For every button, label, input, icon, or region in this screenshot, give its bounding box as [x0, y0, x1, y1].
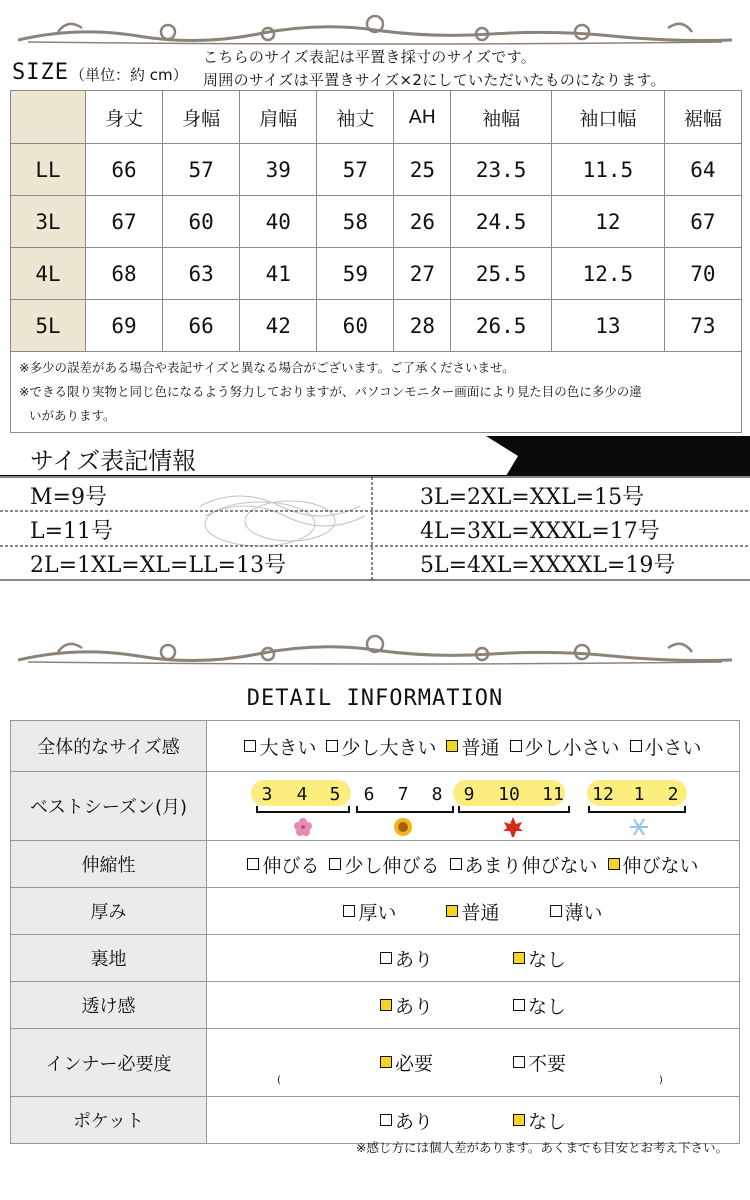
size-table-row [11, 300, 742, 352]
checkbox-icon [513, 999, 525, 1011]
month-label: 2 [667, 784, 679, 805]
size-value-cell: 73 [664, 300, 741, 352]
month-label: 8 [431, 784, 443, 805]
season-bracket-spring [257, 806, 349, 812]
option-item [326, 733, 436, 760]
option-text: 少し伸びる [344, 854, 440, 877]
size-value-cell: 40 [240, 196, 317, 248]
size-row-label: 4L [11, 248, 86, 300]
size-equiv-left: L=11号 [30, 519, 114, 544]
option-text: なし [528, 948, 567, 971]
option-text: 小さい [644, 736, 702, 759]
size-value-cell: 60 [163, 196, 240, 248]
size-note-2: ※できる限り実物と同じ色になるよう努力しておりますが、パソコンモニター画面により見た目の色に多少の違 [19, 384, 642, 399]
size-equiv-left: M=9号 [30, 485, 107, 510]
option-text: なし [528, 995, 567, 1018]
size-value-cell: 58 [317, 196, 394, 248]
size-value-cell: 12 [552, 196, 665, 248]
detail-row-sheerness [11, 982, 740, 1029]
sunflower-icon [394, 818, 412, 836]
size-value-cell: 23.5 [451, 144, 552, 196]
detail-label: ポケット [11, 1097, 207, 1144]
size-value-cell: 57 [317, 144, 394, 196]
size-note-line-2: 周囲のサイズは平置きサイズ×2にしていただいたものになります。 [203, 71, 666, 89]
month-label: 10 [498, 784, 520, 805]
detail-row-best-season [11, 772, 740, 841]
option-item [446, 733, 499, 760]
size-equiv-right: 4L=3XL=XXXL=17号 [420, 519, 660, 544]
checkbox-checked-icon [513, 952, 525, 964]
size-table-corner [11, 91, 86, 144]
size-value-cell: 26.5 [451, 300, 552, 352]
option-text: あまり伸びない [464, 854, 598, 877]
option-text: あり [394, 948, 433, 971]
size-notes [11, 352, 742, 433]
size-table-header-row [11, 91, 742, 144]
size-notes-row [11, 352, 742, 433]
option-item [510, 733, 620, 760]
month-label: 12 [592, 784, 614, 805]
size-value-cell: 60 [317, 300, 394, 352]
checkbox-icon [380, 952, 392, 964]
month-label: 4 [296, 784, 308, 805]
size-value-cell: 66 [86, 144, 163, 196]
size-header-cell: 袖口幅 [552, 91, 665, 144]
size-value-cell: 68 [86, 248, 163, 300]
option-text: あり [394, 995, 433, 1018]
checkbox-icon [513, 1056, 525, 1068]
option-text: 薄い [564, 901, 603, 924]
size-value-cell: 13 [552, 300, 665, 352]
size-value-cell: 26 [394, 196, 451, 248]
checkbox-icon [329, 858, 341, 870]
checkbox-icon [247, 858, 259, 870]
checkbox-checked-icon [446, 905, 458, 917]
option-item [630, 733, 702, 760]
detail-label: 厚み [11, 888, 207, 935]
option-item [446, 898, 499, 925]
size-header-cell: 身丈 [86, 91, 163, 144]
detail-row-lining [11, 935, 740, 982]
detail-options [207, 841, 740, 888]
bracket-left: ( [277, 1075, 281, 1086]
option-text: あり [394, 1110, 433, 1133]
option-text: 必要 [394, 1052, 433, 1075]
size-equiv-right: 5L=4XL=XXXXL=19号 [420, 553, 676, 578]
month-label: 9 [463, 784, 475, 805]
size-value-cell: 24.5 [451, 196, 552, 248]
size-note-1: ※多少の誤差がある場合や表記サイズと異なる場合がございます。ご了承くださいませ。 [19, 360, 515, 375]
detail-label: 伸縮性 [11, 841, 207, 888]
option-item [244, 733, 316, 760]
detail-label: 透け感 [11, 982, 207, 1029]
size-header-cell: 袖幅 [451, 91, 552, 144]
size-value-cell: 11.5 [552, 144, 665, 196]
option-item [513, 992, 566, 1019]
season-chart [207, 772, 740, 841]
season-bracket-autumn [459, 806, 569, 812]
ornament-divider-top [18, 10, 732, 50]
detail-label: インナー必要度 [11, 1029, 207, 1097]
option-text: 厚い [358, 901, 397, 924]
size-row-label: LL [11, 144, 86, 196]
detail-options [207, 721, 740, 772]
checkbox-icon [244, 740, 256, 752]
option-text: 普通 [461, 736, 500, 759]
bracket-right: ) [659, 1075, 663, 1086]
size-value-cell: 25 [394, 144, 451, 196]
size-unit-label: （単位：約 cm） [70, 66, 188, 84]
size-note-line-1: こちらのサイズ表記は平置き採寸のサイズです。 [203, 48, 537, 66]
checkbox-checked-icon [608, 858, 620, 870]
detail-row-thickness [11, 888, 740, 935]
option-text: 大きい [259, 736, 317, 759]
detail-label: 裏地 [11, 935, 207, 982]
season-bracket-summer [357, 806, 453, 812]
detail-options [207, 1097, 740, 1144]
detail-label: ベストシーズン(月) [11, 772, 207, 841]
size-header-cell: AH [394, 91, 451, 144]
size-value-cell: 67 [86, 196, 163, 248]
size-row-label: 3L [11, 196, 86, 248]
size-value-cell: 67 [664, 196, 741, 248]
month-label: 7 [397, 784, 409, 805]
size-equiv-right: 3L=2XL=XXL=15号 [420, 485, 645, 510]
checkbox-checked-icon [380, 1056, 392, 1068]
option-text: 伸びる [262, 854, 320, 877]
option-item [329, 851, 439, 878]
option-item [450, 851, 598, 878]
option-text: 伸びない [622, 854, 699, 877]
size-header-cell: 肩幅 [240, 91, 317, 144]
size-value-cell: 28 [394, 300, 451, 352]
option-item [343, 898, 396, 925]
size-value-cell: 12.5 [552, 248, 665, 300]
option-item [380, 945, 433, 972]
option-text: なし [528, 1110, 567, 1133]
detail-row-size-feel [11, 721, 740, 772]
checkbox-icon [450, 858, 462, 870]
checkbox-icon [343, 905, 355, 917]
checkbox-checked-icon [446, 740, 458, 752]
checkbox-icon [510, 740, 522, 752]
size-row-label: 5L [11, 300, 86, 352]
month-label: 5 [329, 784, 341, 805]
size-value-cell: 66 [163, 300, 240, 352]
size-header-cell: 袖丈 [317, 91, 394, 144]
size-value-cell: 42 [240, 300, 317, 352]
checkbox-checked-icon [513, 1114, 525, 1126]
size-table [10, 90, 742, 433]
ornament-divider-middle [18, 630, 732, 670]
size-table-row [11, 248, 742, 300]
checkbox-icon [550, 905, 562, 917]
month-label: 1 [633, 784, 645, 805]
size-value-cell: 69 [86, 300, 163, 352]
option-text: 少し大きい [341, 736, 437, 759]
option-item [380, 1049, 433, 1076]
size-header-cell: 裾幅 [664, 91, 741, 144]
size-value-cell: 25.5 [451, 248, 552, 300]
month-label: 11 [542, 784, 564, 805]
detail-row-pocket [11, 1097, 740, 1144]
option-text: 不要 [528, 1052, 567, 1075]
option-item [513, 1049, 566, 1076]
size-value-cell: 57 [163, 144, 240, 196]
detail-footnote: ※感じ方には個人差があります。あくまでも目安とお考え下さい。 [356, 1140, 728, 1155]
option-text: 少し小さい [524, 736, 620, 759]
size-value-cell: 41 [240, 248, 317, 300]
size-value-cell: 64 [664, 144, 741, 196]
maple-leaf-icon [503, 817, 523, 837]
detail-row-stretch [11, 841, 740, 888]
size-value-cell: 59 [317, 248, 394, 300]
size-value-cell: 63 [163, 248, 240, 300]
size-table-row [11, 144, 742, 196]
size-value-cell: 39 [240, 144, 317, 196]
size-value-cell: 27 [394, 248, 451, 300]
month-label: 3 [261, 784, 273, 805]
size-table-row [11, 196, 742, 248]
size-equiv-left: 2L=1XL=XL=LL=13号 [30, 553, 287, 578]
option-item [513, 945, 566, 972]
checkbox-checked-icon [380, 999, 392, 1011]
size-label-title: サイズ表記情報 [30, 447, 197, 475]
detail-row-inner-need [11, 1029, 740, 1097]
size-header-cell: 身幅 [163, 91, 240, 144]
detail-options [207, 888, 740, 935]
detail-table [10, 720, 740, 1144]
option-item [513, 1107, 566, 1134]
size-value-cell: 70 [664, 248, 741, 300]
option-text: 普通 [461, 901, 500, 924]
checkbox-icon [630, 740, 642, 752]
option-item [247, 851, 319, 878]
detail-options [207, 935, 740, 982]
detail-label: 全体的なサイズ感 [11, 721, 207, 772]
checkbox-icon [326, 740, 338, 752]
size-note-3: いがあります。 [29, 408, 116, 423]
option-item [380, 1107, 433, 1134]
detail-options [207, 1029, 740, 1097]
size-section-title: SIZE [12, 60, 69, 85]
detail-section-title: DETAIL INFORMATION [246, 686, 504, 711]
option-item [550, 898, 603, 925]
checkbox-icon [380, 1114, 392, 1126]
detail-options [207, 982, 740, 1029]
option-item [380, 992, 433, 1019]
sakura-icon [294, 818, 312, 836]
snowflake-icon [630, 819, 648, 835]
option-item [608, 851, 699, 878]
season-bracket-winter [589, 806, 685, 812]
month-label: 6 [363, 784, 375, 805]
